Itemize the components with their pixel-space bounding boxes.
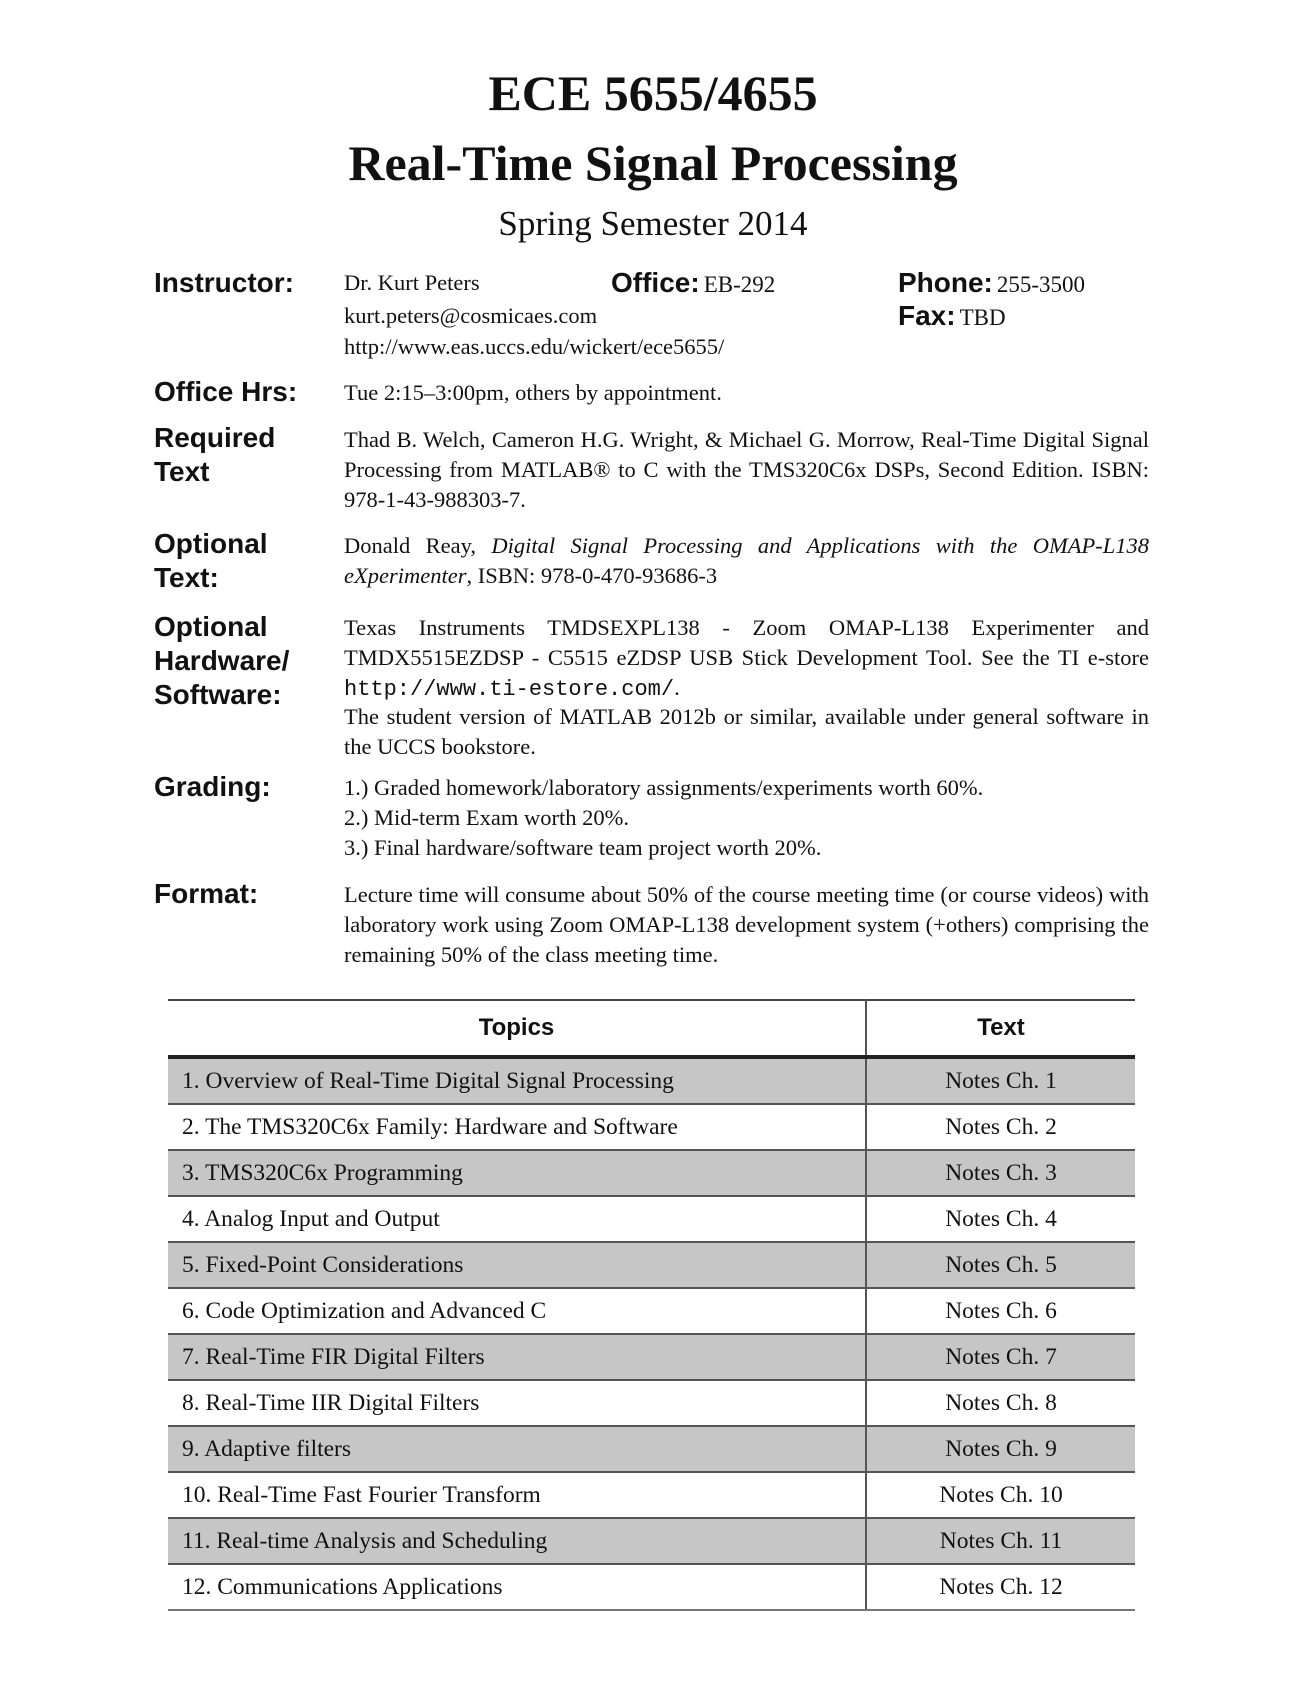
optional-hw-period: . xyxy=(674,675,680,700)
grading-item-1: 1.) Graded homework/laboratory assignments/experiments worth 60%. xyxy=(344,775,984,800)
optional-hw-label xyxy=(154,610,289,712)
format-label: Format: xyxy=(154,878,259,909)
text-cell: Notes Ch. 8 xyxy=(866,1380,1135,1426)
office-value: EB-292 xyxy=(703,272,776,297)
text-cell: Notes Ch. 4 xyxy=(866,1196,1135,1242)
optional-hw-para1 xyxy=(344,613,1149,705)
grading-item-3: 3.) Final hardware/software team project worth 20%. xyxy=(344,835,822,860)
text-cell: Notes Ch. 2 xyxy=(866,1104,1135,1150)
fax-value: TBD xyxy=(959,305,1006,330)
course-title: Real-Time Signal Processing xyxy=(348,135,958,191)
required-label-line2: Text xyxy=(154,456,210,487)
table-row xyxy=(168,1380,1135,1426)
text-cell: Notes Ch. 1 xyxy=(866,1057,1135,1104)
topic-cell: 3. TMS320C6x Programming xyxy=(168,1150,866,1196)
text-cell: Notes Ch. 6 xyxy=(866,1288,1135,1334)
topic-cell: 9. Adaptive filters xyxy=(168,1426,866,1472)
text-cell: Notes Ch. 10 xyxy=(866,1472,1135,1518)
text-cell: Notes Ch. 5 xyxy=(866,1242,1135,1288)
table-row xyxy=(168,1288,1135,1334)
table-row xyxy=(168,1518,1135,1564)
optional-hw-para2: The student version of MATLAB 2012b or similar, available under general software in the UCCS bookstore. xyxy=(344,704,1149,759)
format-value: Lecture time will consume about 50% of the course meeting time (or course videos) with laboratory work using Zoom OMAP-L138 development system (+others) comprising the remaining 50% of the class meeting time. xyxy=(344,882,1149,967)
grading-label: Grading: xyxy=(154,771,271,802)
required-label-line1: Required xyxy=(154,422,276,453)
fax-label: Fax: xyxy=(898,300,956,331)
office-hours-value: Tue 2:15–3:00pm, others by appointment. xyxy=(344,380,722,405)
office-info xyxy=(611,266,775,305)
table-row xyxy=(168,1472,1135,1518)
table-row xyxy=(168,1196,1135,1242)
text-cell: Notes Ch. 3 xyxy=(866,1150,1135,1196)
topic-cell: 7. Real-Time FIR Digital Filters xyxy=(168,1334,866,1380)
optional-isbn: , ISBN: 978-0-470-93686-3 xyxy=(466,563,718,588)
instructor-email[interactable]: kurt.peters@cosmicaes.com xyxy=(344,303,598,328)
table-row xyxy=(168,1426,1135,1472)
topic-cell: 6. Code Optimization and Advanced C xyxy=(168,1288,866,1334)
optional-hw-text: Texas Instruments TMDSEXPL138 - Zoom OMAP-L138 Experimenter and TMDX5515EZDSP - C5515 eZDSP USB Stick Development Tool. See the TI e-store xyxy=(344,615,1149,670)
optional-author: Donald Reay, xyxy=(344,533,492,558)
topic-cell: 1. Overview of Real-Time Digital Signal Processing xyxy=(168,1057,866,1104)
table-row xyxy=(168,1242,1135,1288)
ti-estore-link[interactable]: http://www.ti-estore.com/ xyxy=(344,677,675,702)
phone-value: 255-3500 xyxy=(996,272,1086,297)
table-row xyxy=(168,1150,1135,1196)
table-row xyxy=(168,1057,1135,1104)
text-header: Text xyxy=(866,1000,1135,1057)
topics-header: Topics xyxy=(168,1000,866,1057)
grading-item-2: 2.) Mid-term Exam worth 20%. xyxy=(344,805,629,830)
course-url[interactable]: http://www.eas.uccs.edu/wickert/ece5655/ xyxy=(344,334,725,359)
table-row xyxy=(168,1564,1135,1610)
topics-table xyxy=(168,999,1135,1611)
optional-hw-label-line3: Software: xyxy=(154,679,282,710)
table-row xyxy=(168,1104,1135,1150)
optional-label-line2: Text: xyxy=(154,562,219,593)
topic-cell: 2. The TMS320C6x Family: Hardware and Software xyxy=(168,1104,866,1150)
table-row xyxy=(168,1334,1135,1380)
optional-hw-label-line1: Optional xyxy=(154,611,268,642)
semester: Spring Semester 2014 xyxy=(498,204,808,243)
text-cell: Notes Ch. 11 xyxy=(866,1518,1135,1564)
phone-label: Phone: xyxy=(898,267,993,298)
required-text-label xyxy=(154,421,275,489)
optional-text-value xyxy=(344,531,1149,591)
topic-cell: 10. Real-Time Fast Fourier Transform xyxy=(168,1472,866,1518)
text-cell: Notes Ch. 9 xyxy=(866,1426,1135,1472)
text-cell: Notes Ch. 12 xyxy=(866,1564,1135,1610)
optional-label-line1: Optional xyxy=(154,528,268,559)
office-label: Office: xyxy=(611,267,700,298)
instructor-name: Dr. Kurt Peters xyxy=(344,270,480,295)
optional-hw-label-line2: Hardware/ xyxy=(154,645,290,676)
optional-text-label xyxy=(154,527,268,595)
instructor-label: Instructor: xyxy=(154,267,294,298)
optional-book-title: Digital Signal Processing and Applications with the OMAP-L138 eXperimenter xyxy=(344,533,1149,588)
course-number: ECE 5655/4655 xyxy=(488,65,818,121)
topic-cell: 8. Real-Time IIR Digital Filters xyxy=(168,1380,866,1426)
text-cell: Notes Ch. 7 xyxy=(866,1334,1135,1380)
topic-cell: 5. Fixed-Point Considerations xyxy=(168,1242,866,1288)
fax-info xyxy=(898,299,1006,338)
table-header-row xyxy=(168,1000,1135,1057)
topic-cell: 4. Analog Input and Output xyxy=(168,1196,866,1242)
office-hours-label: Office Hrs: xyxy=(154,376,298,407)
topic-cell: 11. Real-time Analysis and Scheduling xyxy=(168,1518,866,1564)
required-text-value: Thad B. Welch, Cameron H.G. Wright, & Michael G. Morrow, Real-Time Digital Signal Processing from MATLAB® to C with the TMS320C6x DSPs, Second Edition. ISBN: 978-1-43-988303-7. xyxy=(344,427,1149,512)
topic-cell: 12. Communications Applications xyxy=(168,1564,866,1610)
